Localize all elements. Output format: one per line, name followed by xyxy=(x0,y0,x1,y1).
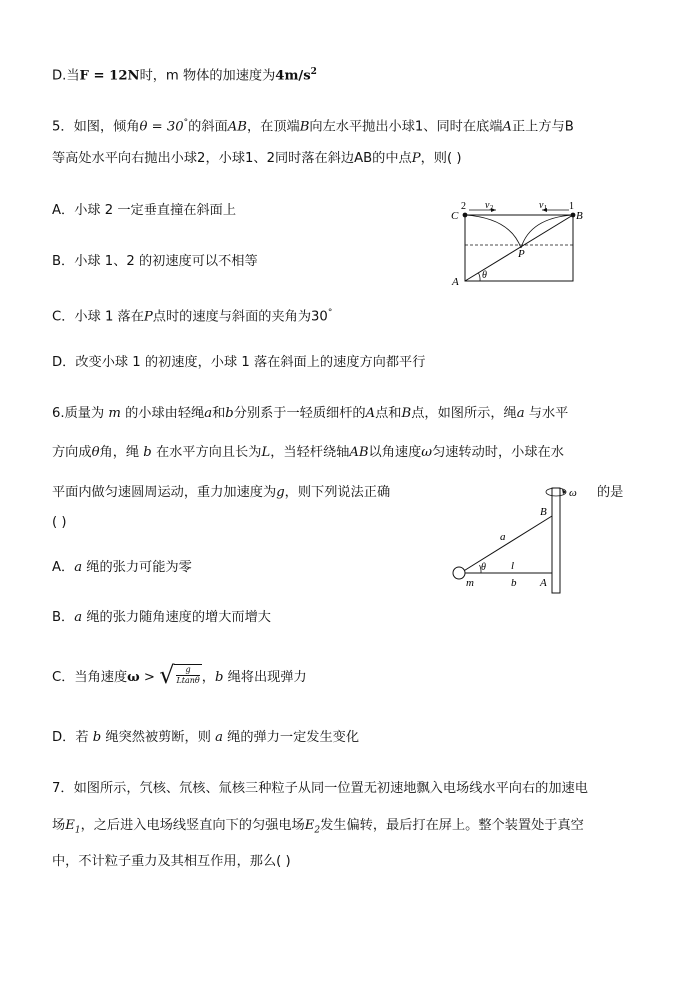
q6-a: a xyxy=(74,610,83,625)
q5-option-c: C．小球 1 落在P点时的速度与斜面的夹角为30° xyxy=(52,308,333,325)
q6-ab: AB xyxy=(349,445,369,460)
q6-point-a: A xyxy=(365,406,376,421)
q7-e1-sub: 1 xyxy=(74,825,81,836)
q6-text: A． xyxy=(52,560,75,575)
fig6-label-a-point: A xyxy=(540,577,547,589)
q5-text: ，在顶端 xyxy=(246,119,300,135)
q5-stem-line2 xyxy=(52,149,461,169)
q5-text: ，则( ) xyxy=(420,151,462,166)
q6-b: b xyxy=(214,670,224,685)
q6-text: 6.质量为 xyxy=(52,406,105,421)
q5-p: P xyxy=(411,151,421,166)
q6-sqrt-den: Ltanθ xyxy=(176,676,200,685)
q6-m: m xyxy=(108,406,121,421)
q6-text: 方向成 xyxy=(52,445,92,460)
q6-a: a xyxy=(204,406,213,421)
q7-stem-line1: 7．如图所示，氕核、氘核、氚核三种粒子从同一位置无初速地飘入电场线水平向右的加速电 xyxy=(52,781,588,796)
q4-acceleration-value: 4m/s xyxy=(275,68,311,84)
q6-text: C．当角速度 xyxy=(52,670,128,685)
q5-text: C．小球 1 落在 xyxy=(52,309,144,325)
fig5-label-p: P xyxy=(518,248,525,260)
fig5-label-c: C xyxy=(451,210,459,222)
q6-gt: > xyxy=(143,670,155,685)
q6-text: B． xyxy=(52,610,75,625)
fig5-label-ball1: 1 xyxy=(569,201,574,212)
q6-text: D．若 xyxy=(52,730,89,745)
q7-e1: E xyxy=(65,818,75,833)
q6-omega: ω xyxy=(127,670,140,685)
q6-answer-bracket: ( ) xyxy=(52,515,67,530)
q6-theta: θ xyxy=(91,445,100,460)
fig6-label-b-point: B xyxy=(540,506,547,518)
fig6-label-b-rope: b xyxy=(511,577,517,589)
fig5-label-b: B xyxy=(576,210,583,222)
q6-stem-line3 xyxy=(52,483,390,503)
q5-text: 等高处水平向右抛出小球2，小球1、2同时落在斜边AB的中点 xyxy=(52,151,412,166)
q7-text: 场 xyxy=(52,818,66,833)
q6-text: 匀速转动时，小球在水 xyxy=(432,445,564,460)
q5-ab: AB xyxy=(227,119,247,135)
q5-p: P xyxy=(143,309,153,325)
q6-a: a xyxy=(516,406,525,421)
q6-b: b xyxy=(92,730,102,745)
q5-text: 向左水平抛出小球1、同时在底端 xyxy=(309,119,503,135)
q6-text: 分别系于一轻质细杆的 xyxy=(233,406,366,421)
q6-text: ，当轻杆绕轴 xyxy=(270,445,350,460)
q6-text: 点和 xyxy=(375,406,402,421)
q6-point-b: B xyxy=(401,406,412,421)
q7-stem-line3: 中，不计粒子重力及其相互作用，那么( ) xyxy=(52,854,291,869)
fig6-label-l: l xyxy=(511,560,515,572)
q6-text: 和 xyxy=(212,406,226,421)
q6-text: 绳将出现弹力 xyxy=(227,670,307,685)
q5-b: B xyxy=(299,119,310,135)
fig6-label-theta: θ xyxy=(481,562,486,573)
q6-option-b xyxy=(52,608,271,628)
q6-option-d xyxy=(52,728,359,748)
q6-l: L xyxy=(261,445,271,460)
q7-text: ，之后进入电场线竖直向下的匀强电场 xyxy=(80,818,305,833)
q6-b: b xyxy=(143,445,152,460)
q6-text: 以角速度 xyxy=(368,445,422,460)
q6-stem-line2 xyxy=(52,443,564,463)
q6-option-a xyxy=(52,558,192,578)
q6-text: 在水平方向且长为 xyxy=(155,445,262,460)
q7-text: 发生偏转，最后打在屏上。整个装置处于真空 xyxy=(320,818,584,833)
q6-a: a xyxy=(74,560,83,575)
fig5-label-ball2: 2 xyxy=(461,201,466,212)
q6-text: ，则下列说法正确 xyxy=(284,485,391,500)
q6-g: g xyxy=(276,485,285,500)
fig6-label-m: m xyxy=(466,577,474,589)
q4-option-d xyxy=(52,62,317,86)
q7-stem-line2 xyxy=(52,816,584,841)
q6-stem-line1 xyxy=(52,404,568,424)
q6-stem-line3-end: 的是 xyxy=(597,485,624,500)
q4-d-prefix: D.当 xyxy=(52,68,80,84)
q6-text: 绳的张力随角速度的增大而增大 xyxy=(86,610,271,625)
q6-sqrt: √ $\frac{g}{Ltan\theta}$ xyxy=(159,661,200,689)
fig5-label-v1: $v_1$ xyxy=(539,200,547,212)
q5-a: A xyxy=(502,119,512,135)
q4-acc-exponent: 2 xyxy=(310,67,317,77)
q6-text: 绳的张力可能为零 xyxy=(86,560,192,575)
q6-text: 绳的弹力一定发生变化 xyxy=(227,730,360,745)
q5-text: 点时的速度与斜面的夹角为30 xyxy=(152,309,328,325)
q5-stem-line1: 5．如图，倾角θ = 30°的斜面AB，在顶端B向左水平抛出小球1、同时在底端A正上方与B xyxy=(52,118,574,135)
q6-text: 的小球由轻绳 xyxy=(125,406,205,421)
q5-theta: θ = 30 xyxy=(139,119,184,135)
q6-omega: ω xyxy=(421,445,433,460)
q6-a: a xyxy=(215,730,223,745)
q6-b: b xyxy=(225,406,234,421)
q7-e2-sub: 2 xyxy=(314,825,321,836)
q6-text: ， xyxy=(201,670,215,685)
fig6-label-omega: ω xyxy=(569,487,577,499)
q6-text: 点，如图所示，绳 xyxy=(411,406,517,421)
q6-text: 与水平 xyxy=(528,406,569,421)
q7-e2: E xyxy=(304,818,315,833)
q6-figure xyxy=(445,478,585,596)
fig6-label-a-rope: a xyxy=(500,531,506,543)
q6-text: 平面内做匀速圆周运动，重力加速度为 xyxy=(52,485,277,500)
q4-force-value: F = 12N xyxy=(79,68,140,84)
q5-text: 正上方与B xyxy=(511,119,574,135)
q6-sqrt-num: g xyxy=(176,665,199,676)
q5-text: 的斜面 xyxy=(188,119,228,135)
q4-d-mid: 时，m 物体的加速度为 xyxy=(139,68,276,84)
q5-option-d: D．改变小球 1 的初速度，小球 1 落在斜面上的速度方向都平行 xyxy=(52,355,426,370)
fig5-label-v2: $v_2$ xyxy=(485,200,493,212)
q6-option-c xyxy=(52,661,307,689)
q6-text: 绳突然被剪断，则 xyxy=(105,730,211,745)
q5-option-a: A．小球 2 一定垂直撞在斜面上 xyxy=(52,203,237,218)
fig5-label-theta: θ xyxy=(482,270,487,281)
fig5-label-a: A xyxy=(452,276,459,288)
q5-option-b: B．小球 1、2 的初速度可以不相等 xyxy=(52,254,258,269)
q5-figure xyxy=(440,198,600,290)
q5-text: 5．如图，倾角 xyxy=(52,119,140,135)
q6-text: 角，绳 xyxy=(99,445,140,460)
